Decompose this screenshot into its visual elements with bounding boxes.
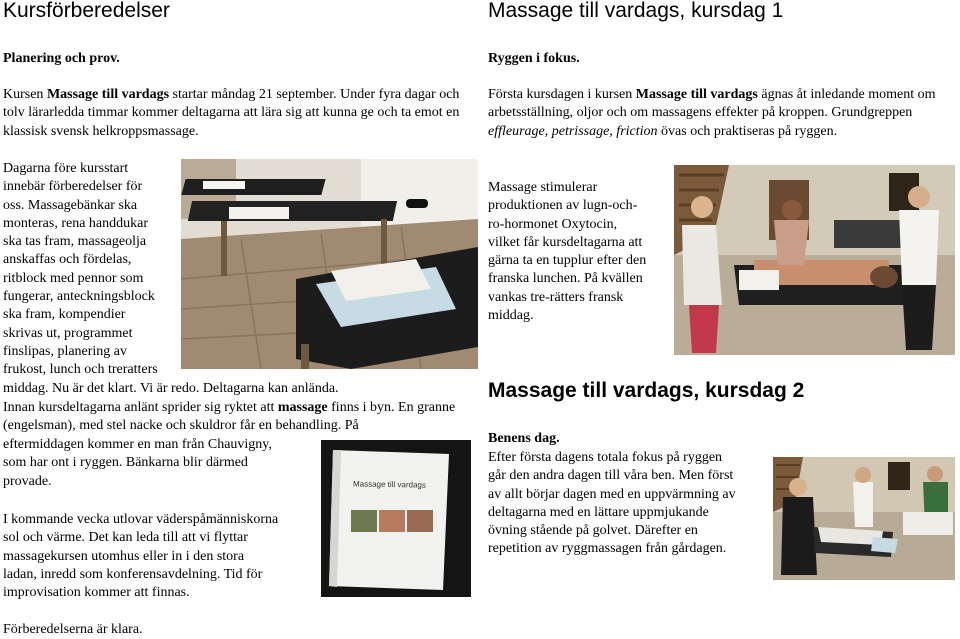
day1-massage-photo [674,165,955,355]
course-name: Massage till vardags [635,87,758,102]
day2-subtitle: Benens dag. [488,431,560,446]
intro-paragraph: Kursen Massage till vardags startar måndag 21 september. Under fyra dagar och tolv lärarledda timmar kommer deltagarna att lära sig att kunna ge och ta emot en klassisk svensk helkroppsmassage. [3,87,460,139]
day1-paragraph: Första kursdagen i kursen Massage till vardags ägnas åt inledande moment om arbetsställning, oljor och om massagens effekter på kroppen. Grundgreppen effleurage, petrissage, friction övas och praktiseras på ryggen. [488,87,936,139]
massage-benches-photo [181,159,478,369]
prep-line: finslipas, planering av [3,343,128,359]
ready-line: middag. Nu är det klart. Vi är redo. Deltagarna kan anlända. [3,381,339,396]
massage-word: massage [277,400,328,415]
prep-line: ska tas fram, massageolja [3,234,147,250]
closing-line: Förberedelserna är klara. [3,622,143,637]
technique-names: effleurage, petrissage, friction [488,123,658,139]
prep-line: oss. Massagebänkar ska [3,197,138,213]
day1-title: Massage till vardags, kursdag 1 [488,0,784,22]
course-name: Massage till vardags [46,87,170,102]
prep-line: anskaffas och fördelas, [3,252,132,268]
oxytocin-paragraph: Massage stimulerar produktionen av lugn-och- ro-hormonet Oxytocin, vilket får kursdeltagarna att gärna ta en tupplur efter den franska lunchen. På kvällen vankas tre-rätters fransk middag. [488,180,647,324]
prep-paragraph [3,160,183,380]
prep-line: skrivas ut, programmet [3,325,133,341]
binder-title: Massage till vardags [352,479,426,490]
left-title: Kursförberedelser [3,0,170,22]
day2-paragraph: Efter första dagens totala fokus på ryggen går den andra dagen till våra ben. Men först av allt börjar dagen med en uppvärmning av deltagarna med en lättare uppmjukande övning stående på golvet. Därefter en repetition av ryggmassagen från gårdagen. [488,450,736,557]
binder-photo [321,440,471,597]
day2-massage-photo [773,457,955,580]
afternoon-paragraph: eftermiddagen kommer en man från Chauvigny, som har ont i ryggen. Bänkarna blir därmed provade. [3,437,272,489]
prep-line: ritblock med pennor som [3,270,144,286]
rumor-paragraph: Innan kursdeltagarna anlänt sprider sig ryktet att massage finns i byn. En granne (engelsman), med stel nacke och skuldror får en behandling. På [3,400,456,434]
day2-title: Massage till vardags, kursdag 2 [488,379,805,402]
prep-line: ska fram, kompendier [3,307,126,323]
day1-subtitle: Ryggen i fokus. [488,51,580,66]
prep-line: frukost, lunch och treratters [3,362,158,378]
prep-line: monteras, rena handdukar [3,215,148,231]
prep-line: innebär förberedelser för [3,179,143,195]
weather-paragraph: I kommande vecka utlovar väderspåmänniskorna sol och värme. Det kan leda till att vi flyttar massagekursen utomhus eller in i den stora ladan, inredd som konferensavdelning. Tid för improvisation kommer att finnas. [3,512,279,601]
prep-line: fungerar, anteckningsblock [3,289,155,305]
prep-line: Dagarna före kursstart [3,161,129,176]
left-subtitle: Planering och prov. [3,51,120,66]
